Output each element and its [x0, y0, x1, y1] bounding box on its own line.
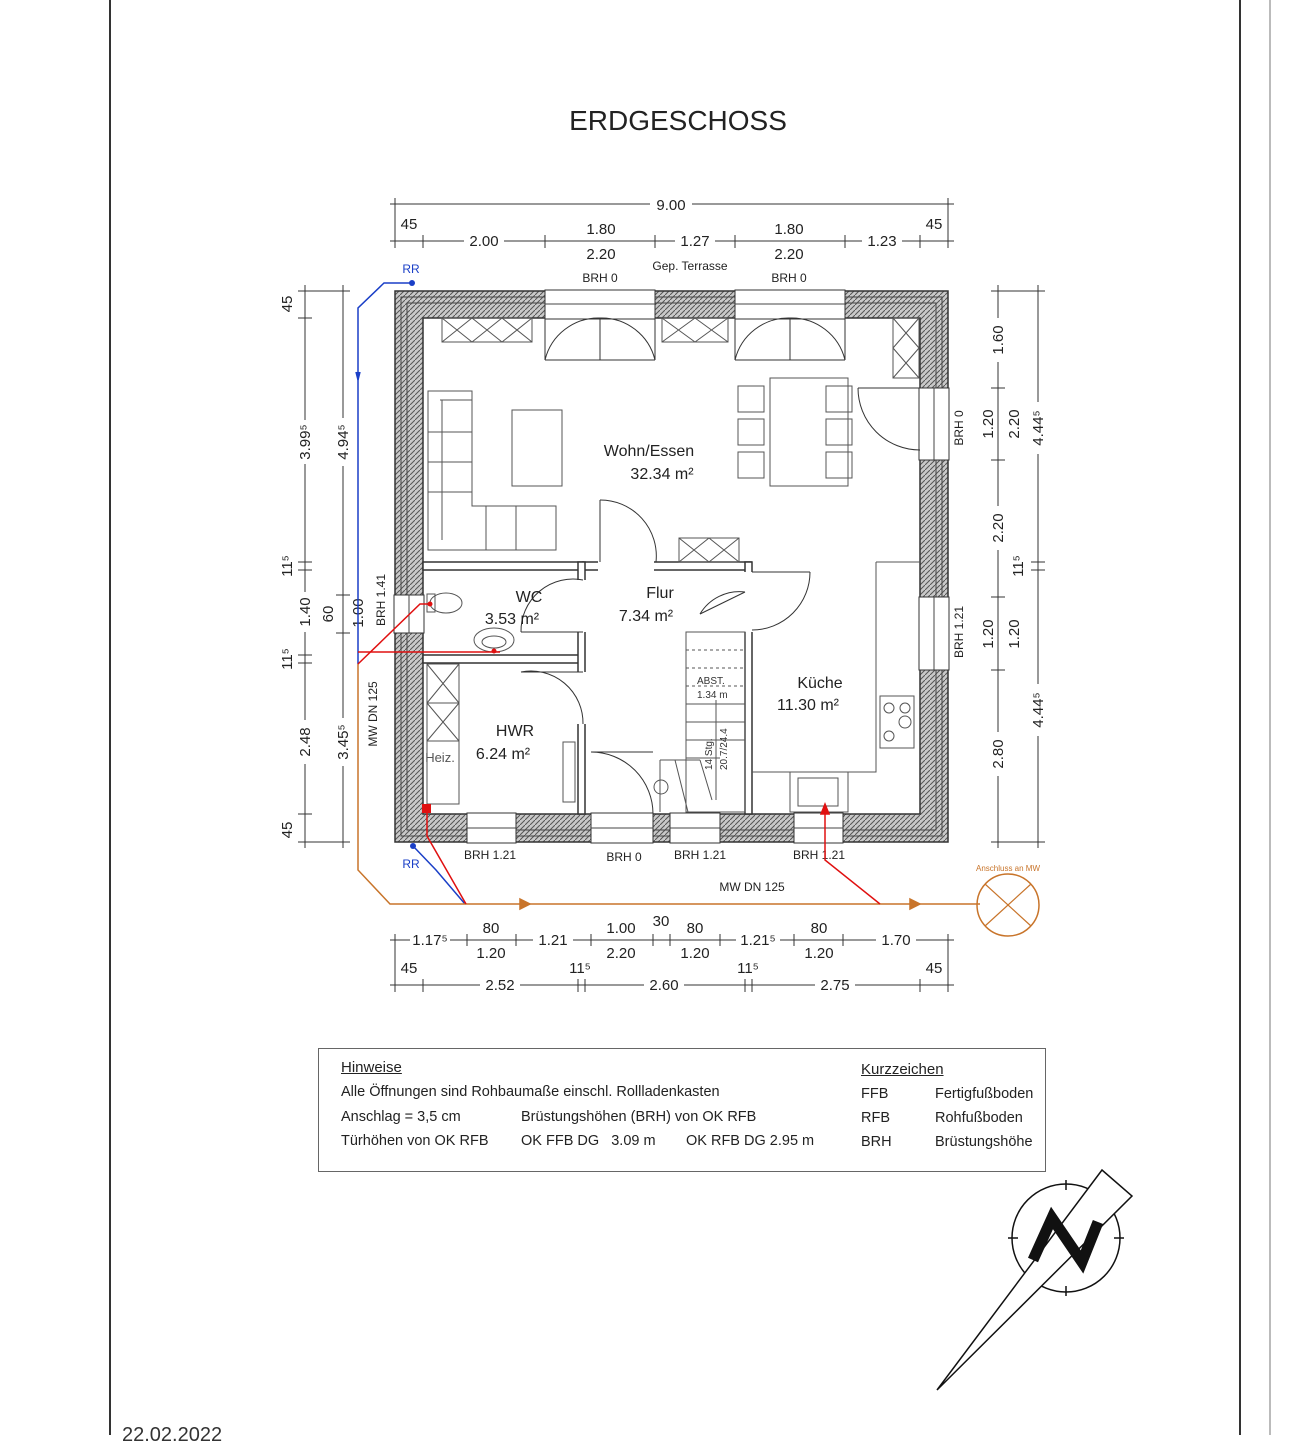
- dim-left: 11⁵: [279, 555, 296, 577]
- dim-bottom: 45: [925, 960, 943, 977]
- dim-bottom: 2.75: [820, 977, 850, 994]
- dim-left: 1.00: [350, 598, 367, 628]
- dim-bottom: 11⁵: [737, 960, 759, 977]
- dim-bottom: 30: [652, 913, 670, 930]
- heiz-label: Heiz.: [425, 750, 455, 765]
- plan-title: ERDGESCHOSS: [569, 105, 787, 136]
- abbr-text: Brüstungshöhe: [935, 1134, 1033, 1150]
- mw-pipe: [358, 664, 980, 909]
- staircase: [654, 632, 745, 812]
- dim-top-total: 9.00: [656, 197, 686, 214]
- abbr-text: Rohfußboden: [935, 1110, 1023, 1126]
- dim-right: 1.20: [980, 619, 997, 649]
- dim-left: 45: [279, 295, 296, 313]
- room-area: 7.34 m²: [618, 608, 674, 625]
- dim-bottom: 1.21⁵: [740, 932, 776, 949]
- brh-label: BRH 0: [771, 271, 807, 285]
- dim-left: 45: [279, 821, 296, 839]
- room-name: Wohn/Essen: [603, 443, 695, 460]
- brh-label: BRH 0: [952, 410, 966, 446]
- room-name: Flur: [646, 585, 674, 602]
- dim-bottom: 11⁵: [569, 960, 591, 977]
- dim-left: 11⁵: [279, 648, 296, 670]
- dim-right: 1.20: [980, 409, 997, 439]
- mw-label-horizontal: MW DN 125: [719, 880, 785, 894]
- stair-steps: 14 Stg.: [704, 738, 715, 770]
- room-name: HWR: [495, 723, 535, 740]
- dim-left: 3.45⁵: [335, 724, 352, 760]
- dim-bottom: 1.00: [606, 920, 636, 937]
- room-area: 11.30 m²: [777, 697, 839, 714]
- dim-right: 2.80: [990, 739, 1007, 769]
- footer-date: 22.02.2022: [122, 1424, 223, 1446]
- dim-bottom: 1.20: [680, 945, 710, 962]
- brh-label: BRH 1.41: [374, 573, 388, 627]
- dim-right: 4.44⁵: [1030, 692, 1047, 728]
- dim-top: 45: [925, 216, 943, 233]
- abst-label: ABST.: [697, 676, 725, 687]
- brh-label: BRH 0: [606, 850, 642, 864]
- dim-bottom: 1.20: [476, 945, 506, 962]
- notes-heading: Hinweise: [341, 1059, 402, 1076]
- room-area: 32.34 m²: [630, 466, 694, 483]
- legend-box: [318, 1048, 1046, 1172]
- dim-top: 1.23: [867, 233, 897, 250]
- brh-label: BRH 1.21: [673, 848, 727, 862]
- interior-walls: [423, 562, 752, 814]
- abbr-code: BRH: [861, 1134, 892, 1150]
- note-line: Alle Öffnungen sind Rohbaumaße einschl. Rollladenkasten: [341, 1084, 720, 1100]
- terrace-label: Gep. Terrasse: [652, 259, 728, 273]
- dim-left: 4.94⁵: [335, 424, 352, 460]
- rr-label-top: RR: [402, 262, 420, 276]
- dim-top: 1.27: [680, 233, 710, 250]
- note-line: Türhöhen von OK RFB: [341, 1133, 489, 1149]
- dim-right: 4.44⁵: [1030, 410, 1047, 446]
- anschluss-symbol: [976, 864, 1040, 936]
- dim-bottom: 2.60: [649, 977, 679, 994]
- dim-right: 1.20: [1006, 619, 1023, 649]
- dim-bottom: 80: [686, 920, 704, 937]
- dim-bottom: 80: [482, 920, 500, 937]
- abbr-text: Fertigfußboden: [935, 1086, 1034, 1102]
- dim-left: 60: [320, 605, 337, 623]
- note-line: OK FFB DG 3.09 m: [521, 1133, 656, 1149]
- dim-right: 2.20: [1006, 409, 1023, 439]
- room-area: 3.53 m²: [484, 611, 540, 628]
- mw-label-vertical: MW DN 125: [366, 681, 380, 747]
- dim-bottom: 2.20: [606, 945, 636, 962]
- dim-top: 1.80: [586, 221, 616, 238]
- room-area: 6.24 m²: [475, 746, 531, 763]
- brh-label: BRH 1.21: [792, 848, 846, 862]
- room-name: Küche: [797, 675, 843, 692]
- dim-bottom: 80: [810, 920, 828, 937]
- abbr-heading: Kurzzeichen: [861, 1061, 944, 1078]
- note-line: Brüstungshöhen (BRH) von OK RFB: [521, 1109, 757, 1125]
- stair-ratio: 20.7/24.4: [719, 728, 730, 770]
- dim-bottom: 1.70: [881, 932, 911, 949]
- dim-left: 2.48: [297, 727, 314, 757]
- dim-bottom: 1.17⁵: [412, 932, 448, 949]
- dim-bottom: 2.52: [485, 977, 515, 994]
- abbr-code: RFB: [861, 1110, 890, 1126]
- dim-bottom: 1.20: [804, 945, 834, 962]
- brh-label: BRH 1.21: [463, 848, 517, 862]
- dim-right: 2.20: [990, 513, 1007, 543]
- dim-left: 1.40: [297, 597, 314, 627]
- cabinets: [427, 318, 919, 741]
- anschluss-label: Anschluss an MW: [975, 864, 1041, 873]
- brh-label: BRH 1.21: [952, 605, 966, 659]
- abst-value: 1.34 m: [697, 690, 728, 701]
- note-line: OK RFB DG 2.95 m: [686, 1133, 815, 1149]
- dim-top: 2.20: [586, 246, 616, 263]
- room-name: WC: [515, 589, 543, 606]
- dim-left: 3.99⁵: [297, 424, 314, 460]
- rr-label-bottom: RR: [402, 857, 420, 871]
- dim-bottom: 1.21: [538, 932, 568, 949]
- abbr-code: FFB: [861, 1086, 889, 1102]
- dim-top: 1.80: [774, 221, 804, 238]
- dim-bottom: 45: [400, 960, 418, 977]
- dim-right: 1.60: [990, 325, 1007, 355]
- dim-top: 2.00: [469, 233, 499, 250]
- dim-top: 2.20: [774, 246, 804, 263]
- north-arrow-icon: [937, 1170, 1132, 1390]
- dim-top: 45: [400, 216, 418, 233]
- brh-label: BRH 0: [582, 271, 618, 285]
- note-line: Anschlag = 3,5 cm: [341, 1109, 461, 1125]
- dim-right: 11⁵: [1010, 555, 1027, 577]
